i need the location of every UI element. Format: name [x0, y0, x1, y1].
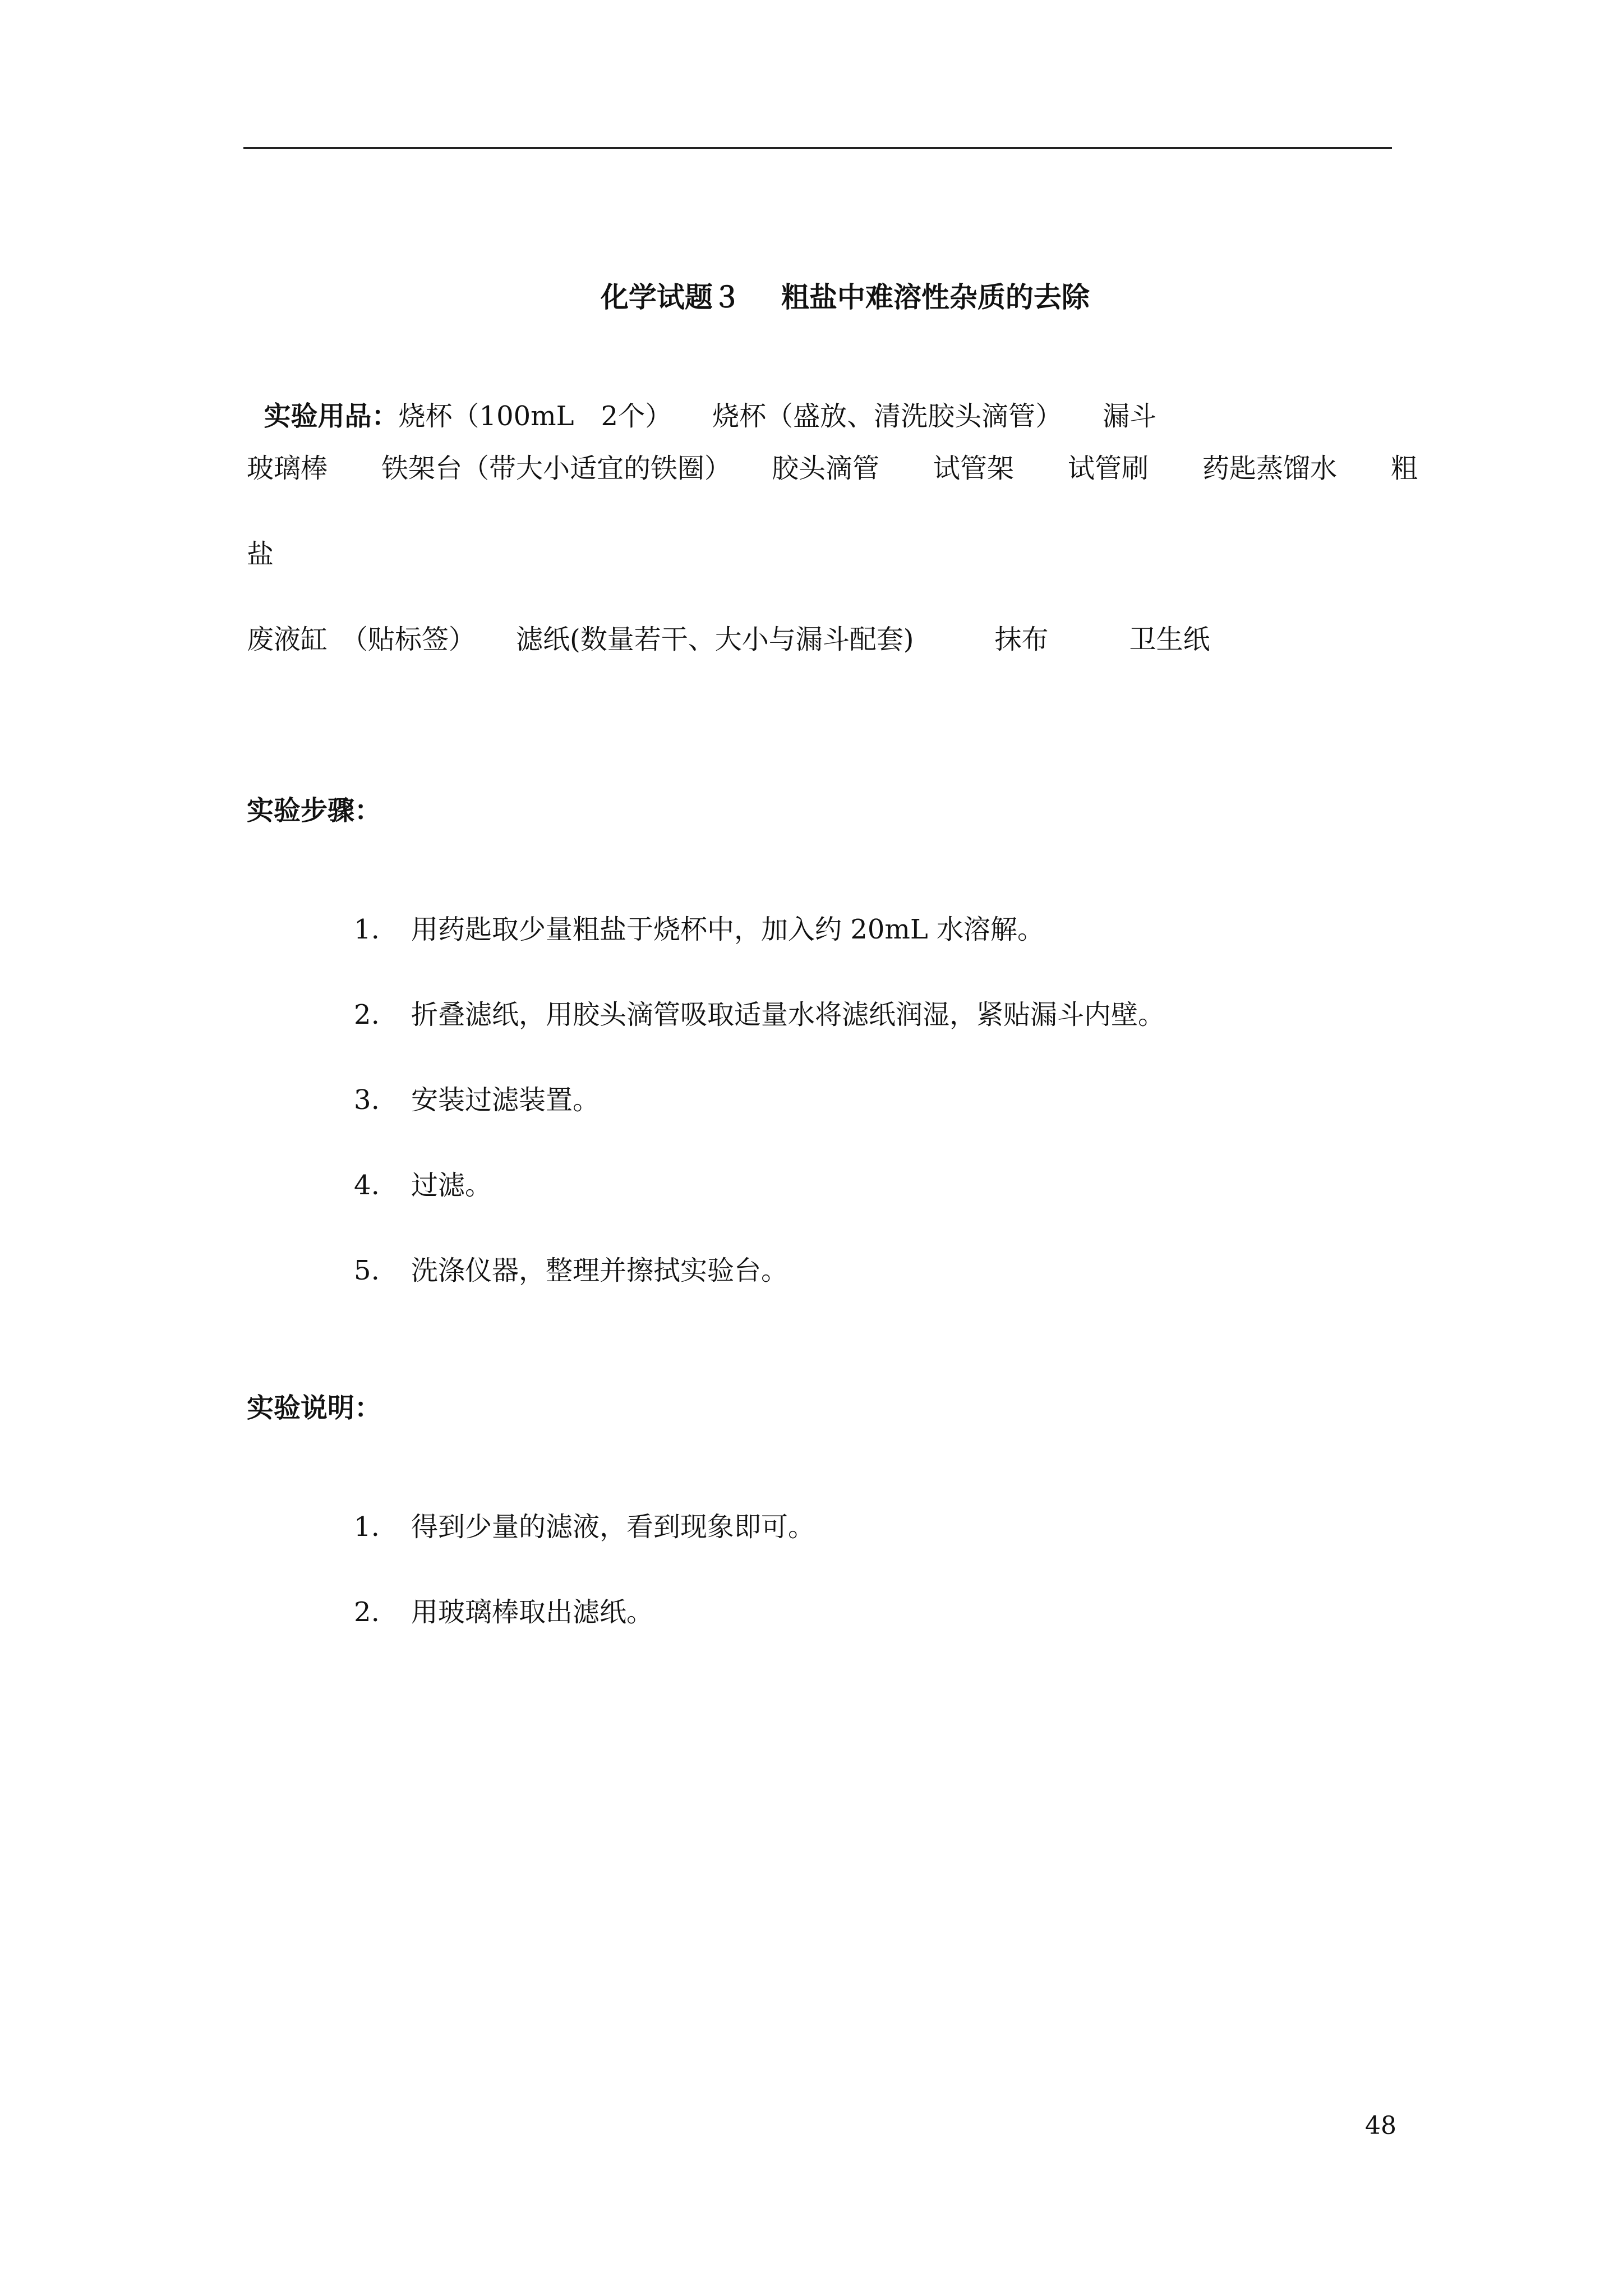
step-number: 5.	[354, 1255, 380, 1286]
document-title	[581, 247, 1090, 314]
step-item	[320, 1220, 788, 1321]
materials-text-1: 烧杯（100mL 2个） 烧杯（盛放、清洗胶头滴管） 漏斗	[398, 401, 1157, 432]
note-text: 用玻璃棒取出滤纸。	[411, 1596, 654, 1628]
materials-line-4: 废液缸 （贴标签） 滤纸(数量若干、大小与漏斗配套) 抹布 卫生纸	[247, 624, 1210, 655]
steps-label: 实验步骤：	[247, 795, 382, 826]
step-number: 1.	[354, 914, 380, 945]
materials-line-3: 盐	[247, 539, 274, 570]
note-text: 得到少量的滤液，看到现象即可。	[411, 1511, 815, 1543]
step-text: 折叠滤纸，用胶头滴管吸取适量水将滤纸润湿，紧贴漏斗内壁。	[411, 999, 1165, 1030]
header-rule	[243, 147, 1392, 149]
step-text: 过滤。	[411, 1170, 492, 1201]
step-text: 洗涤仪器，整理并擦拭实验台。	[411, 1255, 789, 1286]
materials-line-1	[247, 366, 1156, 433]
note-number: 2.	[354, 1596, 380, 1628]
note-item	[320, 1562, 653, 1663]
step-number: 2.	[354, 999, 380, 1030]
materials-line-2: 玻璃棒 铁架台（带大小适宜的铁圈） 胶头滴管 试管架 试管刷 药匙蒸馏水 粗	[247, 453, 1418, 484]
step-number: 3.	[354, 1084, 380, 1116]
title-exam-number: 化学试题３	[600, 280, 741, 314]
page-number: 48	[1365, 2111, 1396, 2140]
step-number: 4.	[354, 1170, 380, 1201]
title-experiment-name: 粗盐中难溶性杂质的去除	[781, 280, 1090, 314]
step-text: 用药匙取少量粗盐于烧杯中，加入约 20mL 水溶解。	[411, 914, 1045, 945]
notes-label: 实验说明：	[247, 1392, 382, 1424]
materials-label: 实验用品：	[264, 401, 399, 432]
note-number: 1.	[354, 1511, 380, 1543]
step-text: 安装过滤装置。	[411, 1084, 600, 1116]
